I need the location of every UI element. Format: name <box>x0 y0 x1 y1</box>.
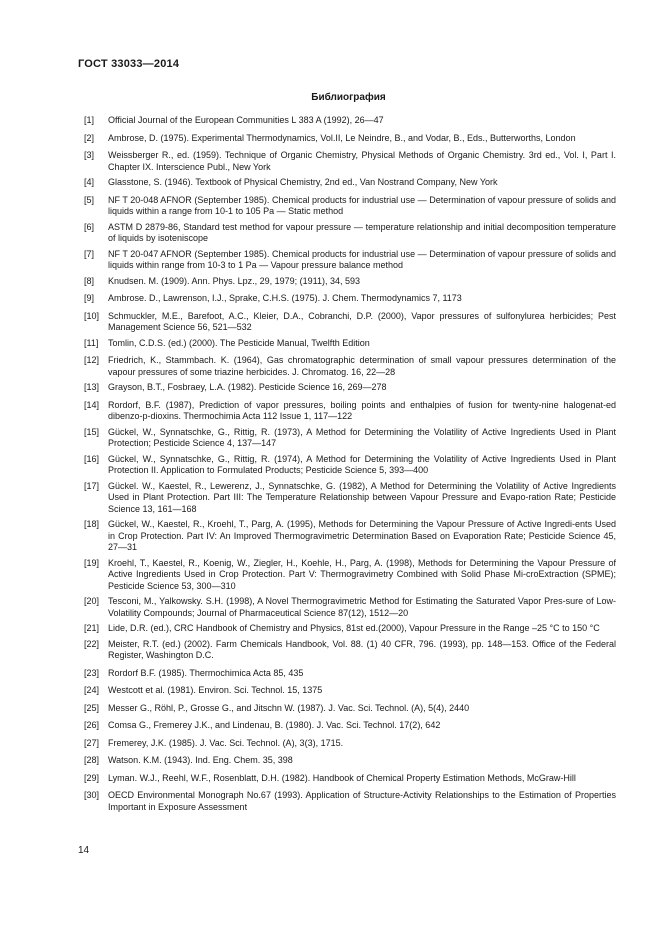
reference-text: NF T 20-048 AFNOR (September 1985). Chemical products for industrial use — Determination of vapour pressure of solids and liquids within a range from 10-1 to 105 Pa — Static method <box>108 194 616 216</box>
reference-text: Glasstone, S. (1946). Textbook of Physical Chemistry, 2nd ed., Van Nostrand Company, New York <box>108 177 498 187</box>
reference-number: [11] <box>84 337 99 348</box>
reference-number: [23] <box>84 667 100 678</box>
reference-number: [2] <box>84 132 95 143</box>
reference-text: Official Journal of the European Communities L 383 A (1992), 26—47 <box>108 115 384 125</box>
reference-text: Lyman. W.J., Reehl, W.F., Rosenblatt, D.H. (1982). Handbook of Chemical Property Estimation Methods, McGraw-Hill <box>108 772 576 783</box>
reference-number: [14] <box>84 399 100 410</box>
reference-item <box>78 222 616 245</box>
reference-number: [24] <box>84 685 100 695</box>
reference-item <box>78 249 616 272</box>
reference-number: [17] <box>84 480 100 491</box>
reference-item <box>78 355 616 378</box>
reference-item <box>78 195 616 218</box>
reference-item <box>78 668 616 680</box>
reference-number: [9] <box>84 293 95 303</box>
reference-number: [8] <box>84 275 95 286</box>
reference-text: Gückel. W., Kaestel, R., Lewerenz, J., Synnatschke, G. (1982), A Method for Determining the Volatility of Active Ingredients Used in Plant Protection. Part III: The Temperature Relationship between Vapour Pressure and Evapo-ration Rate; Pesticide Science 13, 161—168 <box>108 480 616 514</box>
section-title: Библиография <box>311 92 386 103</box>
reference-number: [30] <box>84 790 100 800</box>
reference-item <box>78 519 616 554</box>
reference-item <box>78 738 616 750</box>
reference-text: Lide, D.R. (ed.), CRC Handbook of Chemistry and Physics, 81st ed.(2000), Vapour Pressure in the Range –25 °C to 150 °C <box>108 623 600 633</box>
reference-item <box>78 596 616 619</box>
reference-item <box>78 755 616 767</box>
reference-item <box>78 623 616 635</box>
reference-number: [26] <box>84 720 100 730</box>
reference-number: [25] <box>84 702 100 713</box>
reference-number: [3] <box>84 150 95 160</box>
reference-number: [18] <box>84 519 100 529</box>
reference-item <box>78 790 616 813</box>
reference-number: [29] <box>84 772 100 783</box>
reference-text: Ambrose. D., Lawrenson, I.J., Sprake, C.H.S. (1975). J. Chem. Thermodynamics 7, 1173 <box>108 293 462 303</box>
reference-text: Rordorf B.F. (1985). Thermochimica Acta 85, 435 <box>108 667 304 678</box>
reference-number: [28] <box>84 755 100 765</box>
reference-item <box>78 133 616 145</box>
reference-item <box>78 338 616 350</box>
reference-number: [15] <box>84 426 100 437</box>
reference-item <box>78 773 616 785</box>
reference-text: Ambrose, D. (1975). Experimental Thermodynamics, Vol.II, Le Neindre, B., and Vodar, B., Eds., Butterworths, London <box>108 132 576 143</box>
reference-item <box>78 558 616 593</box>
bibliography-list <box>78 115 616 813</box>
reference-number: [19] <box>84 557 100 568</box>
reference-text: Grayson, B.T., Fosbraey, L.A. (1982). Pesticide Science 16, 269—278 <box>108 382 387 392</box>
reference-item <box>78 685 616 697</box>
reference-item <box>78 276 616 288</box>
reference-text: Gückel, W., Synnatschke, G., Rittig, R. (1973), A Method for Determining the Volatility of Active Ingredients Used in Plant Protection; Pesticide Science 4, 137—147 <box>108 426 616 448</box>
reference-text: Gückel, W., Kaestel, R., Kroehl, T., Parg, A. (1995), Methods for Determining the Vapour Pressure of Active Ingredi-ents Used in Crop Protection. Part IV: An Improved Thermogravimetric Determination Based on Evaporation Rate; Pesticide Science 45, 27—31 <box>108 519 616 552</box>
reference-text: Fremerey, J.K. (1985). J. Vac. Sci. Technol. (A), 3(3), 1715. <box>108 737 344 748</box>
reference-item <box>78 703 616 715</box>
reference-text: Knudsen. M. (1909). Ann. Phys. Lpz., 29, 1979; (1911), 34, 593 <box>108 275 360 286</box>
reference-text: Tesconi, M., Yalkowsky. S.H. (1998), A Novel Thermogravimetric Method for Estimating the Saturated Vapor Pres-sure of Low-Volatility Compounds; Journal of Pharmaceutical Science 87(12), 1512—20 <box>108 596 616 618</box>
reference-item <box>78 639 616 662</box>
reference-text: OECD Environmental Monograph No.67 (1993). Application of Structure-Activity Relationships to the Estimation of Properties Important in Exposure Assessment <box>108 790 616 812</box>
reference-text: Rordorf, B.F. (1987), Prediction of vapor pressures, boiling points and enthalpies of fusion for twenty-nine halogenat-ed dibenzo-p-dioxins. Thermochimia Acta 112 Issue 1, 117—122 <box>108 399 616 421</box>
reference-text: Watson. K.M. (1943). Ind. Eng. Chem. 35, 398 <box>108 755 293 765</box>
reference-text: NF T 20-047 AFNOR (September 1985). Chemical products for industrial use — Determination of vapour pressure of solids and liquids within range from 10-3 to 1 Pa — Vapour pressure balance method <box>108 248 616 270</box>
reference-text: Friedrich, K., Stammbach. K. (1964), Gas chromatographic determination of small vapour pressures determination of the vapour pressures of some triazine herbicides. J. Chromatog. 16, 22—28 <box>108 355 616 377</box>
reference-number: [4] <box>84 177 95 187</box>
reference-text: Gückel, W., Synnatschke, G., Rittig, R. (1974), A Method for Determining the Volatility of Active Ingredients Used in Plant Protection II. Application to Formulated Products; Pesticide Science 5, 393—400 <box>108 453 616 475</box>
reference-text: Meister, R.T. (ed.) (2002). Farm Chemicals Handbook, Vol. 88. (1) 40 CFR, 796. (1993), pp. 148—153. Office of the Federal Register, Washington D.C. <box>108 638 616 660</box>
reference-item <box>78 150 616 173</box>
reference-text: ASTM D 2879-86, Standard test method for vapour pressure — temperature relationship and initial decomposition temperature of liquids by isoteniscope <box>108 221 616 243</box>
reference-item <box>78 293 616 305</box>
reference-item <box>78 481 616 516</box>
reference-item <box>78 382 616 394</box>
reference-item <box>78 311 616 334</box>
reference-item <box>78 427 616 450</box>
document-header: ГОСТ 33033—2014 <box>78 58 180 70</box>
reference-number: [13] <box>84 382 100 392</box>
reference-item <box>78 115 616 127</box>
reference-number: [20] <box>84 596 100 606</box>
reference-number: [6] <box>84 221 95 232</box>
reference-number: [16] <box>84 453 100 464</box>
reference-number: [7] <box>84 248 95 259</box>
reference-text: Westcott et al. (1981). Environ. Sci. Technol. 15, 1375 <box>108 685 323 695</box>
reference-number: [21] <box>84 623 100 633</box>
reference-text: Messer G., Röhl, P., Grosse G., and Jitschn W. (1987). J. Vac. Sci. Technol. (A), 5(4), 2440 <box>108 702 470 713</box>
reference-text: Comsa G., Fremerey J.K., and Lindenau, B. (1980). J. Vac. Sci. Technol. 17(2), 642 <box>108 720 441 730</box>
reference-number: [5] <box>84 194 95 205</box>
reference-number: [27] <box>84 737 100 748</box>
reference-number: [10] <box>84 310 100 321</box>
reference-text: Kroehl, T., Kaestel, R., Koenig, W., Ziegler, H., Koehle, H., Parg, A. (1998), Methods for Determining the Vapour Pressure of Active Ingredients Used in Crop Protection. Part V: Thermogravimetry Combined with Solid Phase Mi-croExtraction (SPME); Pesticide Science 53, 300—310 <box>108 557 616 591</box>
page-number: 14 <box>78 845 90 856</box>
reference-text: Weissberger R., ed. (1959). Technique of Organic Chemistry, Physical Methods of Organic Chemistry. 3rd ed., Vol. I, Part I. Chapter IX. Interscience Publ., New York <box>108 150 616 172</box>
reference-text: Tomlin, C.D.S. (ed.) (2000). The Pesticide Manual, Twelfth Edition <box>108 337 370 348</box>
reference-item <box>78 454 616 477</box>
reference-number: [12] <box>84 355 100 365</box>
reference-item <box>78 720 616 732</box>
reference-item <box>78 400 616 423</box>
reference-number: [22] <box>84 638 100 649</box>
reference-number: [1] <box>84 115 95 125</box>
reference-text: Schmuckler, M.E., Barefoot, A.C., Kleier, D.A., Cobranchi, D.P. (2000), Vapor pressures of sulfonylurea herbicides; Pest Management Science 56, 521—532 <box>108 310 616 332</box>
reference-item <box>78 177 616 189</box>
